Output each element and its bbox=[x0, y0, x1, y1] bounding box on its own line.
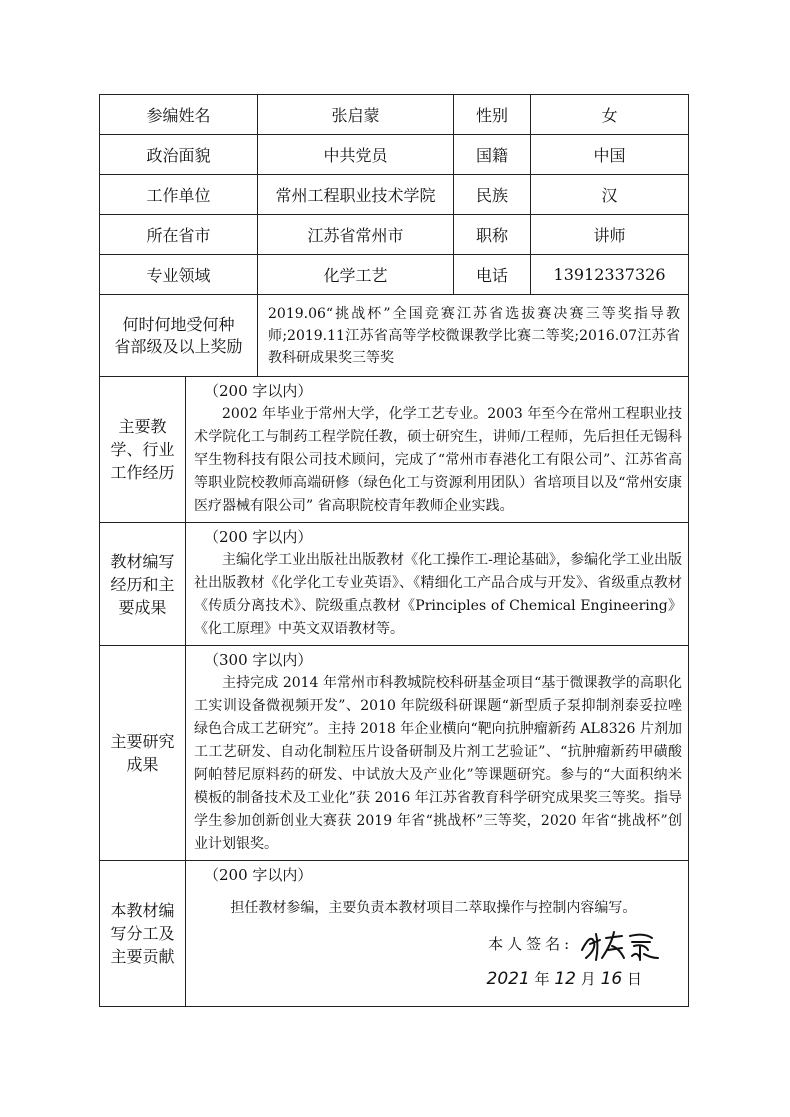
textbook-label-line2: 经历和主 bbox=[110, 574, 175, 594]
research-text: 主持完成 2014 年常州市科教城院校科研基金项目“基于微课教学的高职化工实训设备微视频开发”、2010 年院级科研课题“新型质子泵抑制剂泰妥拉唑绿色合成工艺研究”。主持 2018 年企业横向“靶向抗肿瘤新药 AL8326 片剂加工工艺研发、自动化制粒压片设备研制及片剂工艺验证”、“抗肿瘤新药甲磺酸阿帕替尼原料药的研发、中试放大及产业化”等课题研究。参与的“大面积纳米模板的制备技术及工业化”获 2016 年江苏省教育科学研究成果奖三等奖。指导学生参加创新创业大赛获 2019 年省“挑战杯”三等奖，2020 年省“挑战杯”创业计划银奖。 bbox=[194, 675, 683, 852]
work-value: 常州工程职业技术学院 bbox=[258, 175, 454, 215]
research-label bbox=[100, 646, 186, 861]
work-label: 工作单位 bbox=[100, 175, 258, 215]
gender-value: 女 bbox=[531, 95, 689, 135]
research-label-line1: 主要研究 bbox=[110, 732, 175, 751]
textbook-label-line1: 教材编写 bbox=[110, 551, 175, 571]
ethnicity-value: 汉 bbox=[531, 175, 689, 215]
textbook-label-line3: 要成果 bbox=[118, 597, 167, 617]
teaching-label-line2: 学、行业 bbox=[110, 440, 175, 459]
row-political bbox=[100, 135, 689, 175]
date-day: 16 bbox=[600, 969, 623, 989]
name-value: 张启蒙 bbox=[258, 95, 454, 135]
row-contribution bbox=[100, 861, 689, 1007]
location-label: 所在省市 bbox=[100, 215, 258, 255]
title-label: 职称 bbox=[454, 215, 531, 255]
row-teaching bbox=[100, 377, 689, 523]
awards-label-line2: 省部级及以上奖励 bbox=[114, 336, 243, 356]
political-value: 中共党员 bbox=[258, 135, 454, 175]
row-research bbox=[100, 646, 689, 861]
author-info-table bbox=[99, 94, 689, 1007]
teaching-limit: （200 字以内） bbox=[204, 382, 313, 400]
date-year: 2021 bbox=[486, 969, 530, 989]
contribution-limit: （200 字以内） bbox=[204, 866, 313, 884]
nationality-label: 国籍 bbox=[454, 135, 531, 175]
awards-value: 2019.06“挑战杯”全国竞赛江苏省选拔赛决赛三等奖指导教师;2019.11江苏省高等学校微课教学比赛二等奖;2016.07江苏省教科研成果奖三等奖 bbox=[258, 295, 689, 377]
row-work bbox=[100, 175, 689, 215]
teaching-content bbox=[186, 377, 689, 523]
textbook-text: 主编化学工业出版社出版教材《化工操作工-理论基础》，参编化学工业出版社出版教材《化学化工专业英语》、《精细化工产品合成与开发》、省级重点教材《传质分离技术》、院级重点教材《Principles of Chemical Engineering》《化工原理》中英文双语教材等。 bbox=[194, 552, 683, 637]
signature-line bbox=[194, 928, 682, 962]
contribution-label-line1: 本教材编 bbox=[110, 901, 175, 920]
research-limit: （300 字以内） bbox=[204, 651, 313, 669]
nationality-value: 中国 bbox=[531, 135, 689, 175]
row-name bbox=[100, 95, 689, 135]
research-content bbox=[186, 646, 689, 861]
teaching-label bbox=[100, 377, 186, 523]
handwritten-signature bbox=[578, 928, 664, 962]
field-value: 化学工艺 bbox=[258, 255, 454, 295]
awards-label bbox=[100, 295, 258, 377]
row-field bbox=[100, 255, 689, 295]
awards-label-line1: 何时何地受何种 bbox=[122, 314, 235, 334]
phone-value: 13912337326 bbox=[531, 255, 689, 295]
ethnicity-label: 民族 bbox=[454, 175, 531, 215]
date-year-suffix: 年 bbox=[534, 970, 550, 988]
name-label: 参编姓名 bbox=[100, 95, 258, 135]
contribution-label-line3: 主要贡献 bbox=[110, 947, 175, 966]
teaching-label-line1: 主要教 bbox=[118, 417, 167, 436]
date-day-suffix: 日 bbox=[627, 970, 643, 988]
political-label: 政治面貌 bbox=[100, 135, 258, 175]
contribution-content bbox=[186, 861, 689, 1007]
date-month-suffix: 月 bbox=[580, 970, 596, 988]
row-awards bbox=[100, 295, 689, 377]
teaching-text: 2002 年毕业于常州大学，化学工艺专业。2003 年至今在常州工程职业技术学院化工与制药工程学院任教，硕士研究生，讲师/工程师，先后担任无锡科罕生物科技有限公司技术顾问，完成了“常州市春港化工有限公司”、江苏省高等职业院校教师高端研修（绿色化工与资源利用团队）省培项目以及“常州安康医疗器械有限公司” 省高职院校青年教师企业实践。 bbox=[194, 406, 683, 514]
date-month: 12 bbox=[554, 969, 576, 989]
textbook-limit: （200 字以内） bbox=[204, 528, 313, 546]
textbook-content bbox=[186, 523, 689, 646]
contribution-label bbox=[100, 861, 186, 1007]
research-label-line2: 成果 bbox=[126, 755, 159, 774]
contribution-label-line2: 写分工及 bbox=[110, 924, 175, 943]
teaching-label-line3: 工作经历 bbox=[110, 463, 175, 482]
sign-date bbox=[194, 968, 682, 991]
field-label: 专业领域 bbox=[100, 255, 258, 295]
location-value: 江苏省常州市 bbox=[258, 215, 454, 255]
phone-label: 电话 bbox=[454, 255, 531, 295]
textbook-label bbox=[100, 523, 186, 646]
signature-label: 本人签名: bbox=[488, 935, 574, 953]
contribution-text: 担任教材参编，主要负责本教材项目二萃取操作与控制内容编写。 bbox=[230, 900, 637, 916]
row-location bbox=[100, 215, 689, 255]
title-value: 讲师 bbox=[531, 215, 689, 255]
gender-label: 性别 bbox=[454, 95, 531, 135]
row-textbook bbox=[100, 523, 689, 646]
